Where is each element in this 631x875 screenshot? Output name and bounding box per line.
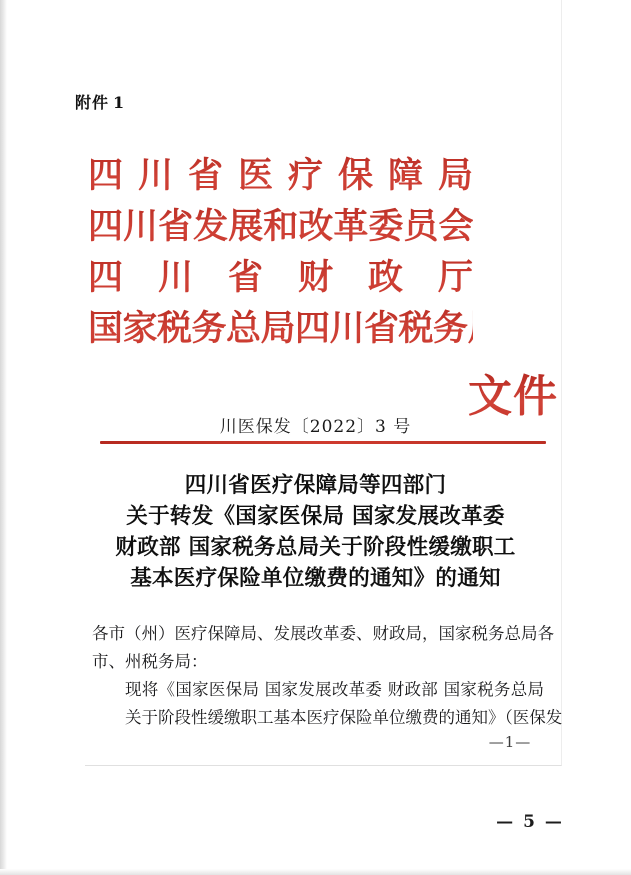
scan-edge-left [0,0,7,875]
inner-page-number: —1— [488,733,532,751]
letterhead-divider-rule [100,441,546,444]
agency-line-4: 国家税务总局四川省税务局 [88,303,473,354]
addressee-line-2: 市、州税务局： [92,652,208,671]
body-paragraph-1-line-2: 关于阶段性缓缴职工基本医疗保险单位缴费的通知》（医保发 [125,708,563,727]
outer-page-number: — 5 — [496,812,564,832]
title-line-2: 关于转发《国家医保局 国家发展改革委 [126,504,505,529]
letterhead-document-word: 文件 [468,371,558,422]
attachment-number: 1 [113,93,126,112]
document-number: 川医保发〔2022〕3 号 [219,417,412,437]
letterhead [0,150,631,422]
attachment-label [75,90,125,113]
agency-line-3: 四川省财政厅 [88,252,473,303]
title-line-4: 基本医疗保险单位缴费的通知》的通知 [130,566,501,591]
addressee-line-1: 各市（州）医疗保障局、发展改革委、财政局，国家税务总局各 [92,624,554,643]
document-body [92,620,563,732]
body-paragraph-1 [92,676,563,732]
agency-name-block [88,150,503,354]
agency-line-1: 四川省医疗保障局 [88,150,473,201]
addressee-paragraph [92,620,554,676]
attachment-label-text: 附件 [75,93,110,112]
page-title [88,470,543,594]
scan-edge-bottom [0,869,631,875]
title-line-3: 财政部 国家税务总局关于阶段性缓缴职工 [115,535,516,560]
title-line-1: 四川省医疗保障局等四部门 [184,473,447,498]
body-paragraph-1-line-1: 现将《国家医保局 国家发展改革委 财政部 国家税务总局 [125,680,544,699]
agency-line-2: 四川省发展和改革委员会 [88,201,473,252]
